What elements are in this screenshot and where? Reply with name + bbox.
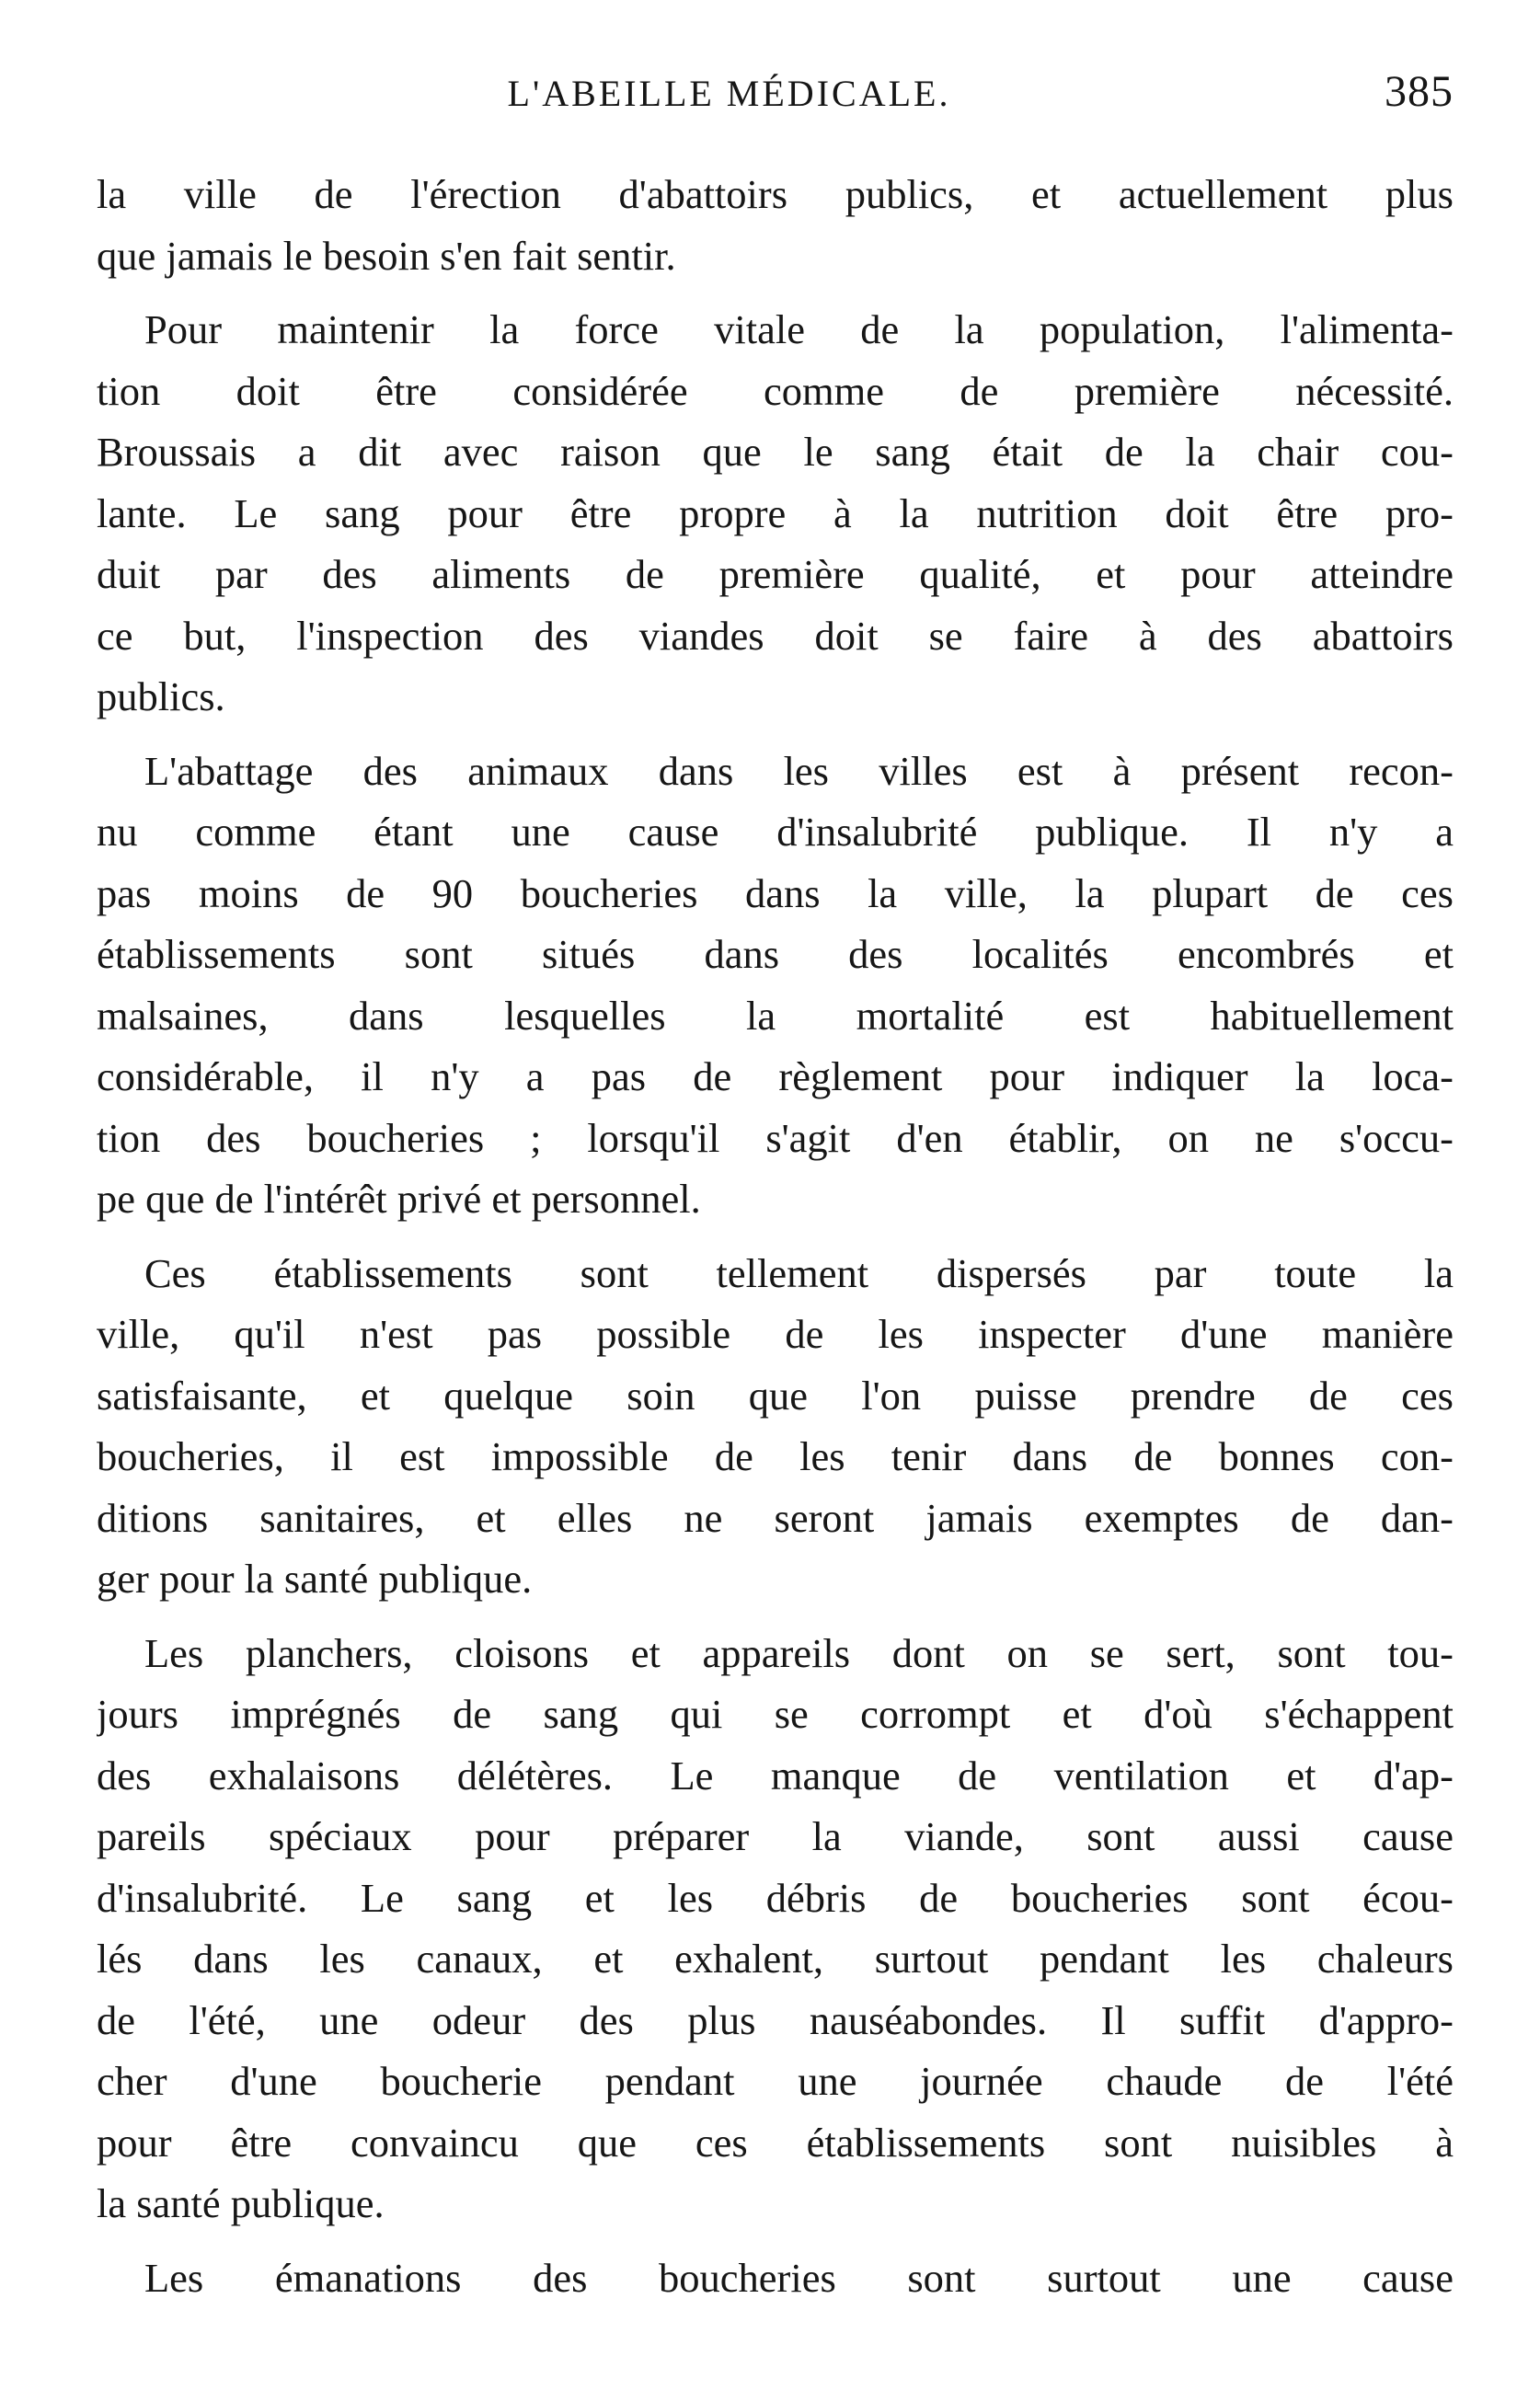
text-line: malsaines, dans lesquelles la mortalité est habituellement (97, 992, 1454, 1039)
text-line: ce but, l'inspection des viandes doit se faire à des abattoirs (97, 612, 1454, 659)
text-line: pas moins de 90 boucheries dans la ville, la plupart de ces (97, 869, 1454, 916)
text-line: Les émanations des boucheries sont surtout une cause (144, 2254, 1454, 2301)
text-line: ville, qu'il n'est pas possible de les inspecter d'une manière (97, 1311, 1454, 1357)
text-line: la ville de l'érection d'abattoirs publics, et actuellement plus (97, 171, 1454, 217)
text-line: établissements sont situés dans des localités encombrés et (97, 931, 1454, 977)
text-line: considérable, il n'y a pas de règlement pour indiquer la loca- (97, 1053, 1454, 1099)
text-line: d'insalubrité. Le sang et les débris de boucheries sont écou- (97, 1874, 1454, 1921)
text-line: satisfaisante, et quelque soin que l'on puisse prendre de ces (97, 1372, 1454, 1419)
text-line: ger pour la santé publique. (97, 1556, 533, 1602)
page-number: 385 (1385, 67, 1454, 116)
running-head (97, 67, 1454, 127)
text-line: pe que de l'intérêt privé et personnel. (97, 1176, 701, 1222)
text-line: pareils spéciaux pour préparer la viande, sont aussi cause (97, 1813, 1454, 1859)
text-line: Pour maintenir la force vitale de la population, l'alimenta- (144, 306, 1454, 352)
text-line: duit par des aliments de première qualité, et pour atteindre (97, 551, 1454, 597)
text-line: Les planchers, cloisons et appareils dont on se sert, sont tou- (144, 1629, 1454, 1676)
body-text (97, 164, 1454, 2308)
text-line: Broussais a dit avec raison que le sang était de la chair cou- (97, 429, 1454, 475)
text-line: jours imprégnés de sang qui se corrompt et d'où s'échappent (97, 1691, 1454, 1737)
text-line: ditions sanitaires, et elles ne seront jamais exemptes de dan- (97, 1494, 1454, 1541)
paragraph (97, 164, 1454, 286)
text-line: tion des boucheries ; lorsqu'il s'agit d'en établir, on ne s'occu- (97, 1114, 1454, 1161)
text-line: que jamais le besoin s'en fait sentir. (97, 232, 676, 279)
text-line: la santé publique. (97, 2180, 385, 2226)
text-line: L'abattage des animaux dans les villes est à présent recon- (144, 747, 1454, 794)
paragraph (97, 1243, 1454, 1610)
text-line: publics. (97, 673, 225, 719)
paragraph (97, 741, 1454, 1230)
paragraph (97, 2247, 1454, 2309)
paragraph (97, 299, 1454, 728)
text-line: lante. Le sang pour être propre à la nutrition doit être pro- (97, 489, 1454, 536)
text-line: nu comme étant une cause d'insalubrité publique. Il n'y a (97, 809, 1454, 855)
text-line: lés dans les canaux, et exhalent, surtout pendant les chaleurs (97, 1936, 1454, 1982)
text-line: de l'été, une odeur des plus nauséabondes. Il suffit d'appro- (97, 1996, 1454, 2043)
text-line: pour être convaincu que ces établissements sont nuisibles à (97, 2119, 1454, 2166)
book-page (97, 0, 1454, 2402)
text-line: des exhalaisons délétères. Le manque de ventilation et d'ap- (97, 1752, 1454, 1799)
text-line: tion doit être considérée comme de première nécessité. (97, 367, 1454, 414)
running-title: L'ABEILLE MÉDICALE. (507, 73, 951, 114)
text-line: cher d'une boucherie pendant une journée chaude de l'été (97, 2058, 1454, 2104)
text-line: boucheries, il est impossible de les tenir dans de bonnes con- (97, 1433, 1454, 1479)
text-line: Ces établissements sont tellement dispersés par toute la (144, 1249, 1454, 1296)
paragraph (97, 1623, 1454, 2235)
